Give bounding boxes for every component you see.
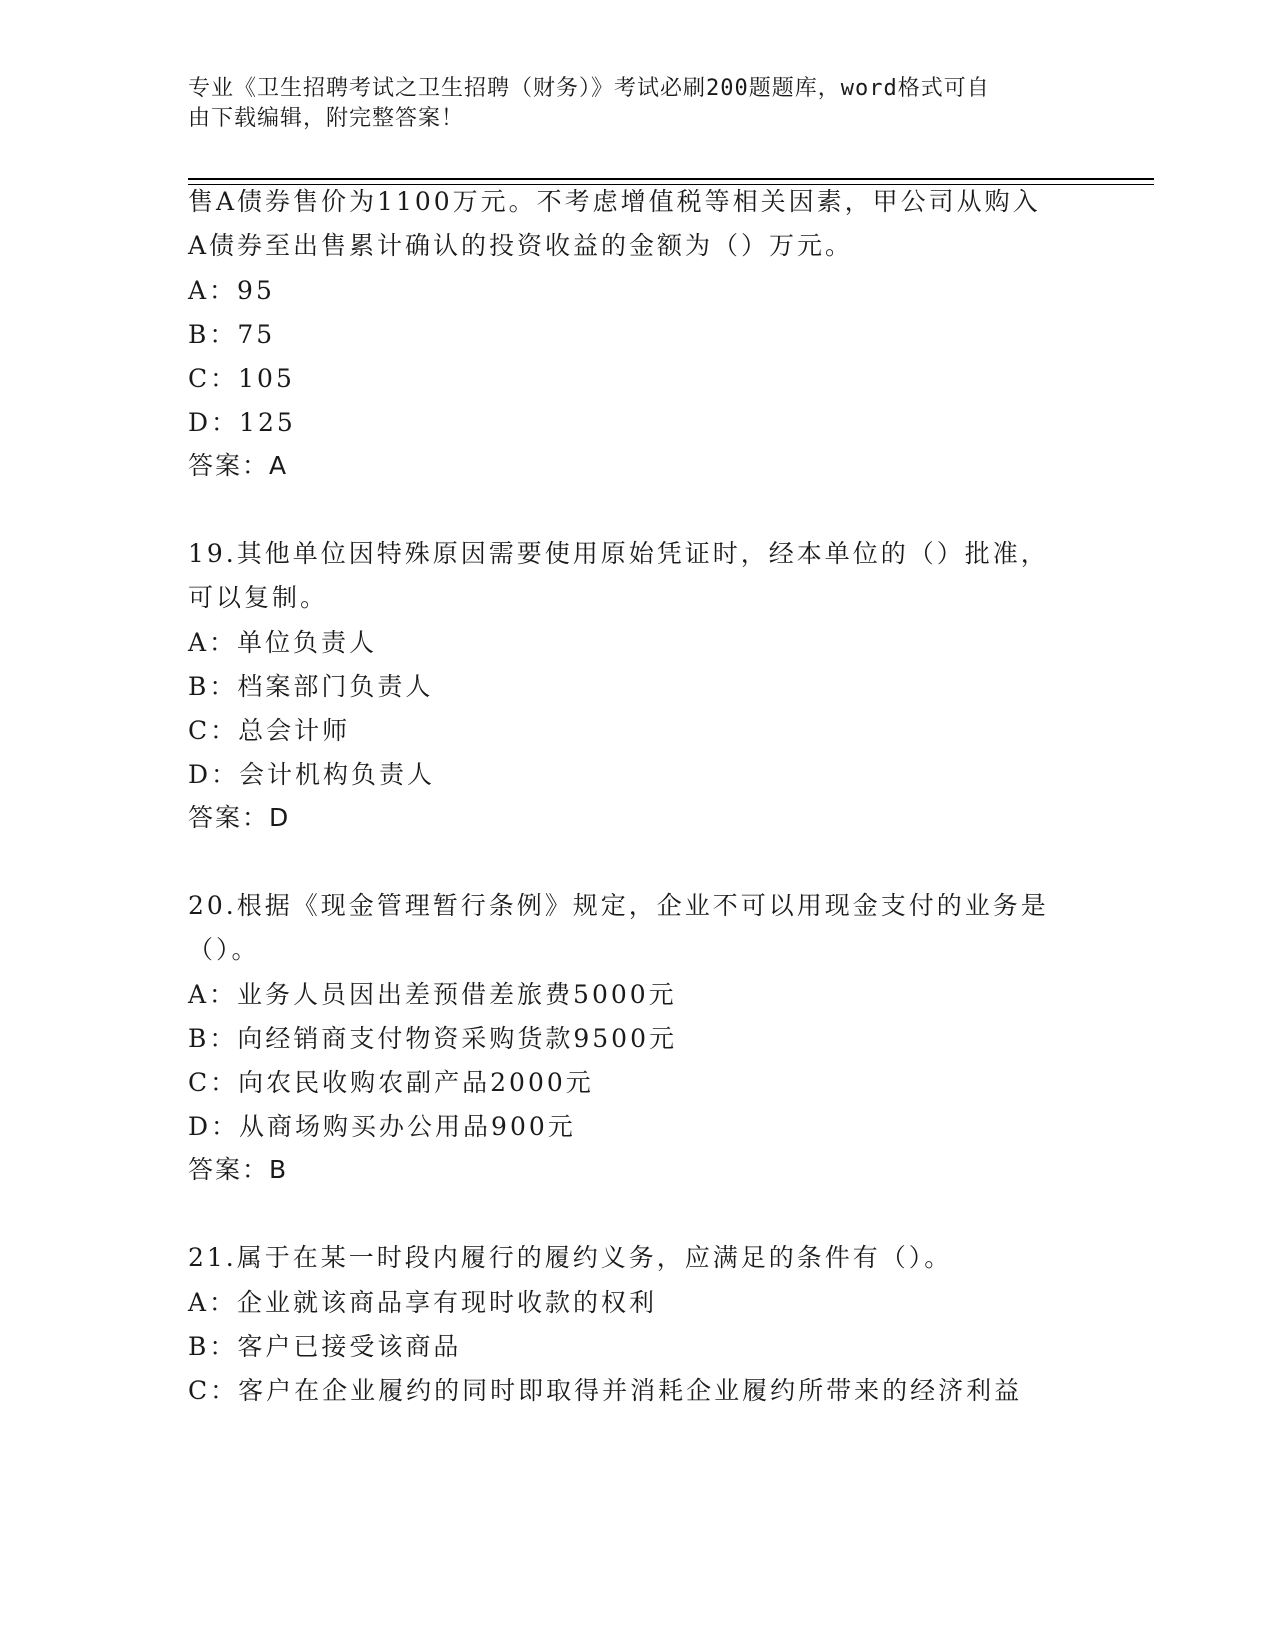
question-21-option-c: C：客户在企业履约的同时即取得并消耗企业履约所带来的经济利益	[188, 1376, 1023, 1405]
question-21-option-a: A：企业就该商品享有现时收款的权利	[188, 1288, 658, 1317]
question-18-answer: 答案：A	[188, 451, 289, 480]
question-19-option-d: D：会计机构负责人	[188, 760, 436, 789]
question-20-option-d: D：从商场购买办公用品900元	[188, 1112, 576, 1141]
document-header	[188, 74, 1088, 134]
question-18-option-a: A：95	[188, 276, 275, 305]
question-20-answer: 答案：B	[188, 1155, 289, 1184]
question-20-option-b: B：向经销商支付物资采购货款9500元	[188, 1024, 677, 1053]
question-19-option-c: C：总会计师	[188, 716, 351, 745]
header-line-2: 由下载编辑，附完整答案！	[188, 106, 465, 131]
header-divider-thick	[188, 178, 1154, 180]
question-20-text-line-1: 20.根据《现金管理暂行条例》规定，企业不可以用现金支付的业务是	[188, 891, 1049, 920]
header-divider-thin	[188, 184, 1154, 185]
question-19-text-line-2: 可以复制。	[188, 583, 329, 612]
question-20-option-c: C：向农民收购农副产品2000元	[188, 1068, 594, 1097]
question-18-text-line-2: A债券至出售累计确认的投资收益的金额为（）万元。	[188, 231, 854, 260]
question-21-option-b: B：客户已接受该商品	[188, 1332, 462, 1361]
question-19-text-line-1: 19.其他单位因特殊原因需要使用原始凭证时，经本单位的（）批准，	[188, 539, 1049, 568]
question-21-text-line-1: 21.属于在某一时段内履行的履约义务，应满足的条件有（）。	[188, 1243, 953, 1272]
question-19-option-b: B：档案部门负责人	[188, 672, 434, 701]
question-18-option-b: B：75	[188, 320, 276, 349]
question-18-option-c: C：105	[188, 364, 295, 393]
question-19-option-a: A：单位负责人	[188, 628, 378, 657]
question-18-option-d: D：125	[188, 408, 296, 437]
question-20-option-a: A：业务人员因出差预借差旅费5000元	[188, 980, 677, 1009]
question-20-text-line-2: （）。	[188, 935, 260, 964]
question-18-text-line-1: 售A债券售价为1100万元。不考虑增值税等相关因素，甲公司从购入	[188, 187, 1041, 216]
header-line-1: 专业《卫生招聘考试之卫生招聘（财务）》考试必刷200题题库，word格式可自	[188, 76, 990, 101]
question-19-answer: 答案：D	[188, 803, 291, 832]
